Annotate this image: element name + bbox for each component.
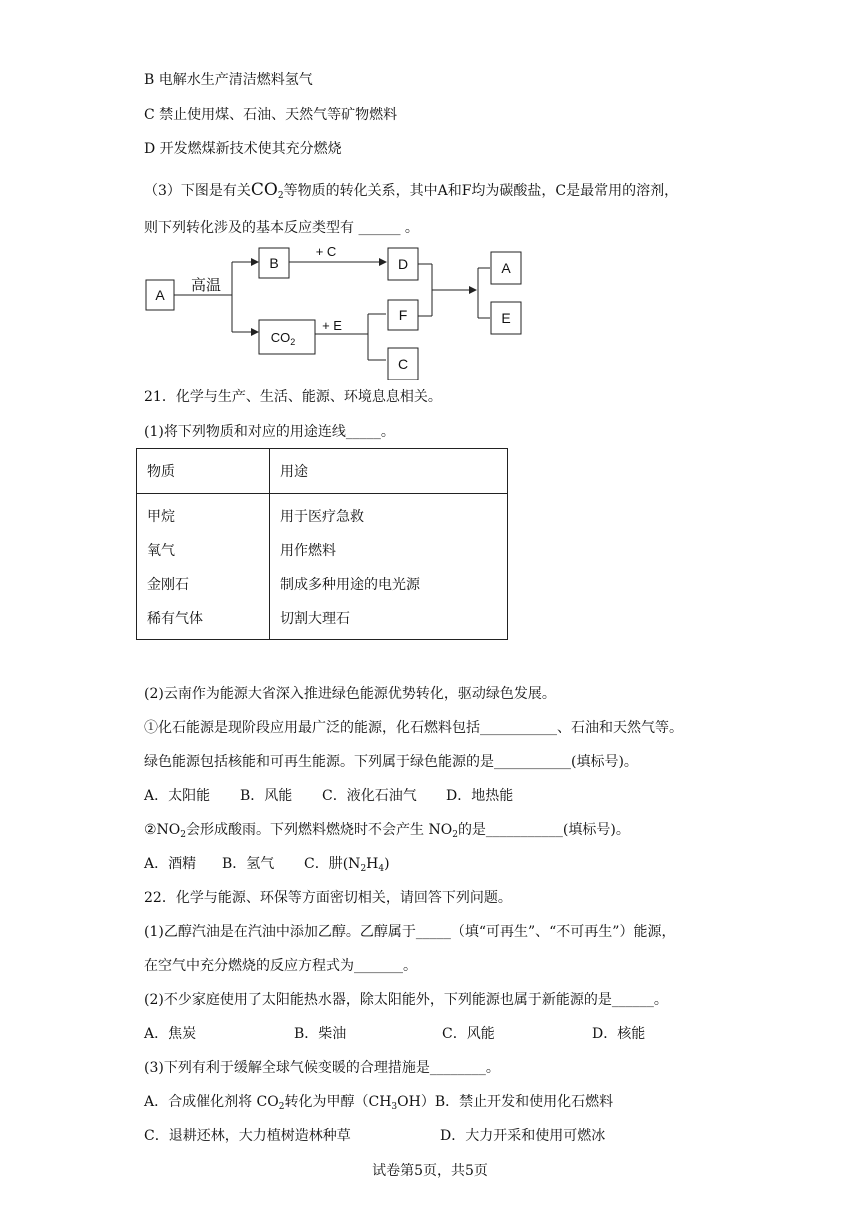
label-out-a: A (501, 260, 511, 276)
label-a: A (155, 287, 165, 303)
substance-column (137, 494, 270, 640)
q21-part2-1: ①化石能源是现阶段应用最广泛的能源，化石燃料包括___________、石油和天然气等。 (144, 720, 683, 736)
text-run: 的是___________(填标号)。 (457, 822, 630, 838)
part3-prefix: （3）下图是有关 (144, 183, 251, 199)
label-d: D (397, 256, 409, 272)
q21-part2: (2)云南作为能源大省深入推进绿色能源优势转化，驱动绿色发展。 (144, 686, 556, 702)
option-b: B．禁止开发和使用化石燃料 (434, 1094, 614, 1110)
text-run: 会形成酸雨。下列燃料燃烧时不会产生 NO (186, 822, 453, 838)
label-plus-c: + C (315, 244, 337, 259)
q22-options-2 (144, 1024, 645, 1044)
option: A．酒精 (144, 856, 197, 872)
substance-use-table (136, 448, 508, 640)
option: C．风能 (442, 1026, 495, 1042)
q20-option-d: D 开发燃煤新技术使其充分燃烧 (144, 141, 342, 157)
q20-option-c: C 禁止使用煤、石油、天然气等矿物燃料 (144, 107, 398, 123)
text-run: ②NO (144, 822, 181, 838)
option-a: A．合成催化剂将 $CO_2$转化为甲醇$(CH_3OH)$ (144, 1094, 435, 1112)
option: B．柴油 (294, 1026, 347, 1042)
q21-options-2 (144, 854, 390, 879)
q20-part3-line2: 则下列转化涉及的基本反应类型有 ______ 。 (144, 220, 419, 236)
option: B．风能 (240, 788, 293, 804)
option-d: D．大力开采和使用可燃冰 (440, 1128, 606, 1144)
subscript: 2 (180, 830, 187, 840)
substance-item: 甲烷 (147, 509, 175, 525)
q22-options-3-row2 (144, 1126, 605, 1146)
option: B．氢气 (222, 856, 275, 872)
co2-subscript: 2 (277, 191, 284, 201)
q22-part1a: (1)乙醇汽油是在汽油中添加乙醇。乙醇属于_____（填“可再生”、“不可再生”）能源， (144, 924, 676, 940)
co2-text: CO (250, 180, 278, 200)
label-b: B (269, 255, 279, 271)
part3-suffix: 等物质的转化关系，其中A和F均为碳酸盐，C是最常用的溶剂， (283, 183, 679, 199)
q21-part1: (1)将下列物质和对应的用途连线_____。 (144, 424, 395, 440)
substance-item: 氧气 (147, 543, 175, 559)
option: A．焦炭 (144, 1026, 197, 1042)
option: C．肼$(N_2H_4)$ (304, 856, 390, 874)
subscript: 2 (452, 830, 458, 840)
q21-title: 21．化学与生产、生活、能源、环境息息相关。 (144, 389, 442, 405)
q22-part3: (3)下列有利于缓解全球气候变暖的合理措施是________。 (144, 1060, 500, 1076)
table-header-substance: 物质 (137, 449, 270, 494)
use-item: 切割大理石 (280, 611, 350, 627)
option: D．地热能 (446, 788, 514, 804)
q20-option-b: B 电解水生产清洁燃料氢气 (144, 72, 313, 88)
q22-title: 22．化学与能源、环保等方面密切相关，请回答下列问题。 (144, 890, 512, 906)
option: A．太阳能 (144, 788, 211, 804)
label-f: F (398, 307, 408, 323)
q22-part2: (2)不少家庭使用了太阳能热水器，除太阳能外，下列能源也属于新能源的是______。 (144, 992, 668, 1008)
use-item: 用作燃料 (280, 543, 336, 559)
conversion-diagram (140, 240, 540, 380)
label-co2: $CO_2$ (270, 330, 296, 347)
table-header-use: 用途 (270, 449, 508, 494)
q22-options-3-row1 (144, 1092, 613, 1117)
use-item: 制成多种用途的电光源 (280, 577, 420, 593)
label-out-e: E (501, 310, 511, 326)
substance-item: 金刚石 (147, 577, 189, 593)
use-column (270, 494, 508, 640)
label-c: C (397, 356, 409, 372)
label-plus-e: + E (322, 318, 342, 333)
option-c: C．退耕还林，大力植树造林种草 (144, 1128, 351, 1144)
q21-options-1 (144, 786, 513, 806)
q22-part1b: 在空气中充分燃烧的反应方程式为_______。 (144, 958, 417, 974)
option: C．液化石油气 (322, 788, 417, 804)
q21-part2-3 (144, 820, 630, 845)
page-footer: 试卷第5页，共5页 (372, 1163, 488, 1179)
substance-item: 稀有气体 (147, 611, 203, 627)
label-high-temp: 高温 (190, 276, 222, 294)
q20-part3-line1 (144, 180, 678, 206)
option: D．核能 (592, 1026, 646, 1042)
q21-part2-2: 绿色能源包括核能和可再生能源。下列属于绿色能源的是___________(填标号)。 (144, 754, 638, 770)
use-item: 用于医疗急救 (280, 509, 364, 525)
